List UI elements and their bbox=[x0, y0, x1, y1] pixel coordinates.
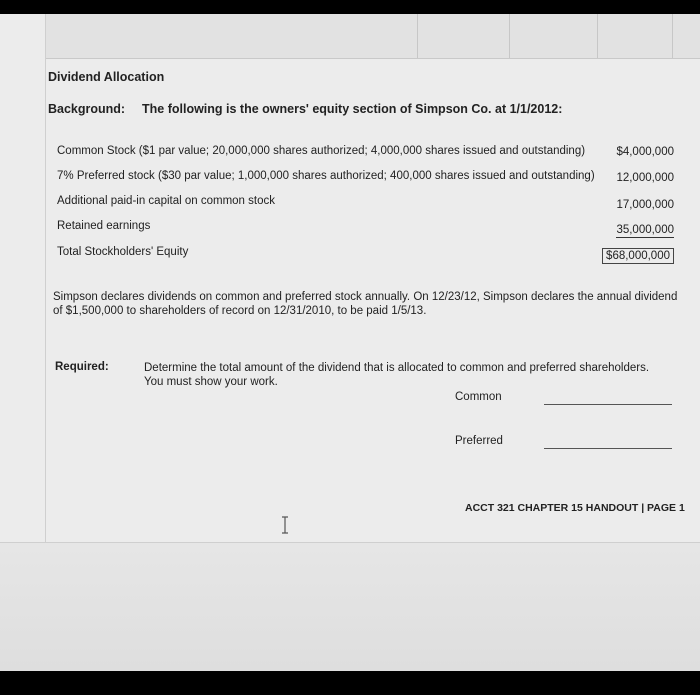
equity-total-amount: $68,000,000 bbox=[602, 248, 674, 264]
grid-divider bbox=[45, 14, 46, 554]
required-label: Required: bbox=[55, 361, 109, 373]
equity-item-amount: 35,000,000 bbox=[616, 224, 674, 236]
answer-preferred-blank[interactable] bbox=[544, 448, 672, 449]
document-page bbox=[0, 14, 700, 671]
answer-preferred-label: Preferred bbox=[455, 435, 503, 447]
grid-cell bbox=[509, 14, 598, 58]
spreadsheet-header-row bbox=[45, 14, 700, 59]
grid-cell bbox=[417, 14, 510, 58]
background-text: The following is the owners' equity section of Simpson Co. at 1/1/2012: bbox=[142, 102, 563, 116]
equity-item-label: 7% Preferred stock ($30 par value; 1,000,000 shares authorized; 400,000 shares issued and outstanding) bbox=[57, 170, 595, 182]
answer-common-blank[interactable] bbox=[544, 404, 672, 405]
equity-item-amount: 17,000,000 bbox=[616, 199, 674, 211]
equity-item-label: Additional paid-in capital on common stock bbox=[57, 195, 275, 207]
page-footer: ACCT 321 CHAPTER 15 HANDOUT | PAGE 1 bbox=[465, 502, 685, 514]
equity-item-label: Retained earnings bbox=[57, 220, 151, 232]
equity-item-label: Common Stock ($1 par value; 20,000,000 shares authorized; 4,000,000 shares issued and outstanding) bbox=[57, 145, 586, 157]
grid-cell bbox=[45, 14, 418, 58]
grid-cell bbox=[597, 14, 673, 58]
dividend-paragraph: Simpson declares dividends on common and preferred stock annually. On 12/23/12, Simpson declares the annual dividend of $1,500,000 to shareholders of record on 12/31/2010, to be paid 1/5/13. bbox=[53, 291, 678, 317]
equity-total-label: Total Stockholders' Equity bbox=[57, 246, 189, 258]
answer-common-label: Common bbox=[455, 391, 502, 403]
document-title: Dividend Allocation bbox=[48, 70, 165, 84]
required-text: Determine the total amount of the dividend that is allocated to common and preferred shareholders. You must show your work. bbox=[144, 362, 650, 388]
text-cursor-icon bbox=[280, 516, 290, 534]
equity-item-amount: $4,000,000 bbox=[616, 146, 674, 158]
equity-item-amount: 12,000,000 bbox=[616, 172, 674, 184]
page-bottom-area bbox=[0, 542, 700, 671]
background-label: Background: bbox=[48, 102, 126, 116]
